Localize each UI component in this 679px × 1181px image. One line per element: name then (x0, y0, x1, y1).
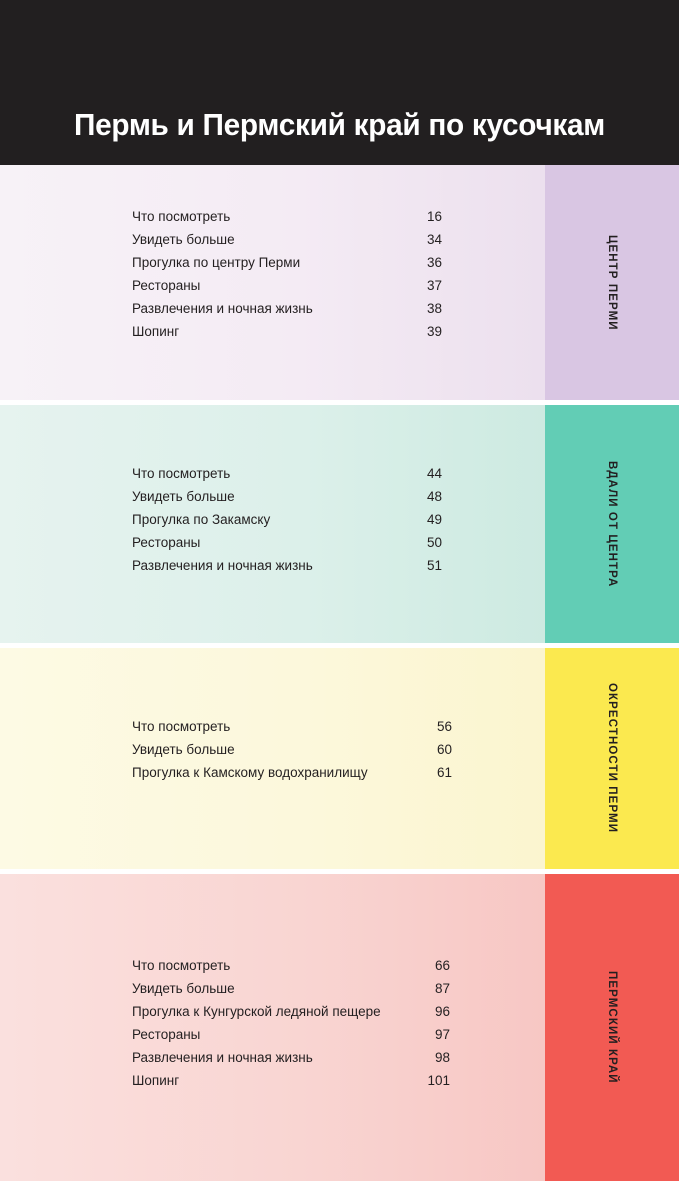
section-body (0, 165, 545, 400)
toc-entry[interactable] (132, 485, 442, 508)
section-tab-center-perm[interactable] (545, 165, 679, 400)
toc-entry-page: 44 (426, 466, 442, 481)
toc-list (132, 715, 452, 784)
toc-entry[interactable] (132, 554, 442, 577)
toc-entry-page: 51 (426, 558, 442, 573)
toc-entry-page: 49 (426, 512, 442, 527)
toc-entry[interactable] (132, 1000, 450, 1023)
toc-section-away-from-center (0, 405, 679, 648)
toc-entry-label: Рестораны (132, 278, 201, 293)
toc-entry-page: 36 (426, 255, 442, 270)
toc-entry[interactable] (132, 228, 442, 251)
toc-entry-label: Шопинг (132, 324, 180, 339)
toc-entry-label: Увидеть больше (132, 489, 235, 504)
section-tab-label: ПЕРМСКИЙ КРАЙ (606, 971, 618, 1084)
toc-entry-page: 87 (434, 981, 450, 996)
toc-section-perm-krai (0, 874, 679, 1181)
toc-entry-page: 16 (426, 209, 442, 224)
toc-entry-page: 56 (436, 719, 452, 734)
toc-entry-label: Прогулка к Кунгурской ледяной пещере (132, 1004, 381, 1019)
toc-entry-page: 96 (434, 1004, 450, 1019)
toc-entry[interactable] (132, 297, 442, 320)
toc-entry[interactable] (132, 1046, 450, 1069)
toc-entry[interactable] (132, 462, 442, 485)
toc-entry-label: Рестораны (132, 1027, 201, 1042)
toc-entry-label: Что посмотреть (132, 209, 231, 224)
toc-entry-page: 98 (434, 1050, 450, 1065)
toc-entry-label: Рестораны (132, 535, 201, 550)
section-body (0, 874, 545, 1181)
toc-entry-page: 66 (434, 958, 450, 973)
section-tab-label: ЦЕНТР ПЕРМИ (606, 234, 618, 331)
toc-entry-label: Развлечения и ночная жизнь (132, 558, 313, 573)
toc-entry-page: 61 (436, 765, 452, 780)
toc-entry-page: 38 (426, 301, 442, 316)
toc-entry-page: 97 (434, 1027, 450, 1042)
toc-entry-label: Прогулка к Камскому водохранилищу (132, 765, 368, 780)
toc-entry[interactable] (132, 1069, 450, 1092)
toc-entry[interactable] (132, 531, 442, 554)
toc-list (132, 462, 442, 577)
toc-entry-label: Прогулка по центру Перми (132, 255, 301, 270)
toc-entry-label: Увидеть больше (132, 742, 235, 757)
toc-entry[interactable] (132, 274, 442, 297)
toc-entry-label: Шопинг (132, 1073, 180, 1088)
section-body (0, 648, 545, 869)
toc-list (132, 205, 442, 343)
toc-section-perm-surroundings (0, 648, 679, 874)
toc-entry-page: 37 (426, 278, 442, 293)
toc-entry-label: Что посмотреть (132, 466, 231, 481)
toc-entry[interactable] (132, 977, 450, 1000)
toc-entry[interactable] (132, 205, 442, 228)
toc-entry[interactable] (132, 715, 452, 738)
toc-entry[interactable] (132, 251, 442, 274)
toc-entry-label: Развлечения и ночная жизнь (132, 1050, 313, 1065)
page-title: Пермь и Пермский край по кусочкам (73, 107, 606, 142)
section-tab-label: ВДАЛИ ОТ ЦЕНТРА (606, 460, 618, 588)
toc-entry-label: Увидеть больше (132, 232, 235, 247)
toc-entry[interactable] (132, 508, 442, 531)
toc-list (132, 954, 450, 1092)
toc-entry-page: 39 (426, 324, 442, 339)
toc-entry-label: Что посмотреть (132, 719, 231, 734)
toc-section-center-perm (0, 165, 679, 405)
toc-entry-label: Что посмотреть (132, 958, 231, 973)
toc-entry[interactable] (132, 761, 452, 784)
section-tab-label: ОКРЕСТНОСТИ ПЕРМИ (606, 683, 618, 834)
section-tab-away-from-center[interactable] (545, 405, 679, 643)
toc-entry[interactable] (132, 738, 452, 761)
toc-entry-page: 60 (436, 742, 452, 757)
section-body (0, 405, 545, 643)
page-header (0, 0, 679, 165)
toc-entry-label: Увидеть больше (132, 981, 235, 996)
toc-entry-page: 50 (426, 535, 442, 550)
toc-entry-label: Прогулка по Закамску (132, 512, 271, 527)
toc-entry-label: Развлечения и ночная жизнь (132, 301, 313, 316)
toc-entry[interactable] (132, 320, 442, 343)
section-tab-perm-surroundings[interactable] (545, 648, 679, 869)
toc-entry[interactable] (132, 1023, 450, 1046)
toc-entry-page: 48 (426, 489, 442, 504)
toc-entry[interactable] (132, 954, 450, 977)
toc-entry-page: 101 (427, 1073, 450, 1088)
toc-entry-page: 34 (426, 232, 442, 247)
section-tab-perm-krai[interactable] (545, 874, 679, 1181)
